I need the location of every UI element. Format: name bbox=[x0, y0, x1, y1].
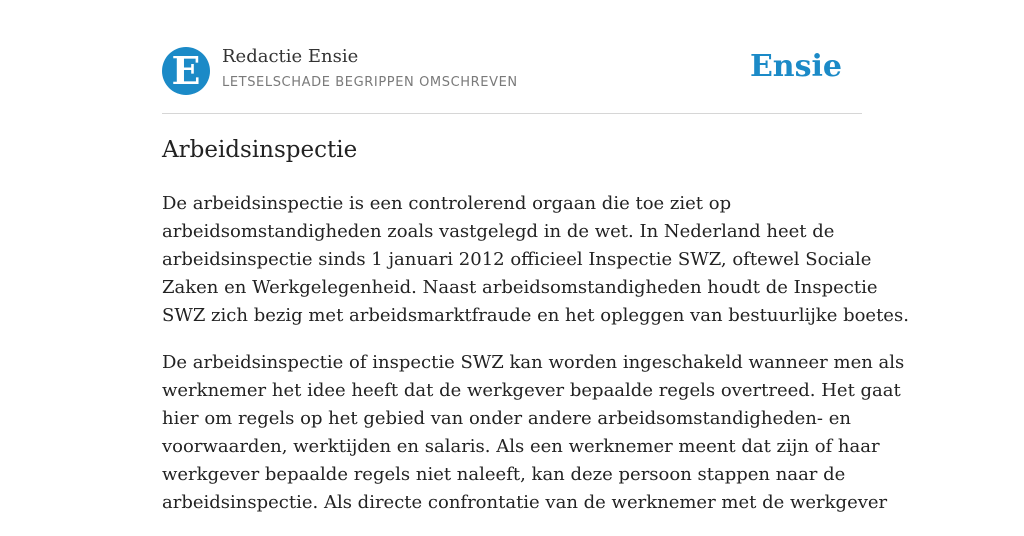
brand-logo[interactable]: Ensie bbox=[749, 49, 842, 84]
paragraph-line: arbeidsinspectie. Als directe confrontatie van de werknemer met de werkgever bbox=[162, 492, 888, 513]
article-card bbox=[162, 0, 909, 513]
paragraph-line: voorwaarden, werktijden en salaris. Als een werknemer meent dat zijn of haar bbox=[162, 436, 880, 457]
paragraph-line: Zaken en Werkgelegenheid. Naast arbeidsomstandigheden houdt de Inspectie bbox=[162, 277, 878, 298]
ensie-logo-icon: E bbox=[162, 47, 210, 95]
header bbox=[162, 0, 862, 114]
paragraph bbox=[162, 190, 909, 330]
author-name[interactable]: Redactie Ensie bbox=[222, 46, 359, 67]
collection-subtitle[interactable]: LETSELSCHADE BEGRIPPEN OMSCHREVEN bbox=[222, 75, 518, 90]
paragraph-line: De arbeidsinspectie of inspectie SWZ kan worden ingeschakeld wanneer men als bbox=[162, 352, 905, 373]
paragraph-line: werkgever bepaalde regels niet naleeft, kan deze persoon stappen naar de bbox=[162, 464, 846, 485]
paragraph-line: SWZ zich bezig met arbeidsmarktfraude en het opleggen van bestuurlijke boetes. bbox=[162, 305, 909, 326]
page-title: Arbeidsinspectie bbox=[162, 137, 358, 163]
paragraph bbox=[162, 349, 905, 517]
paragraph-line: arbeidsinspectie sinds 1 januari 2012 officieel Inspectie SWZ, oftewel Sociale bbox=[162, 249, 872, 270]
article-body bbox=[162, 190, 909, 536]
paragraph-line: hier om regels op het gebied van onder andere arbeidsomstandigheden- en bbox=[162, 408, 851, 429]
paragraph-line: arbeidsomstandigheden zoals vastgelegd in de wet. In Nederland heet de bbox=[162, 221, 835, 242]
paragraph-line: De arbeidsinspectie is een controlerend orgaan die toe ziet op bbox=[162, 193, 732, 214]
paragraph-line: werknemer het idee heeft dat de werkgever bepaalde regels overtreed. Het gaat bbox=[162, 380, 901, 401]
